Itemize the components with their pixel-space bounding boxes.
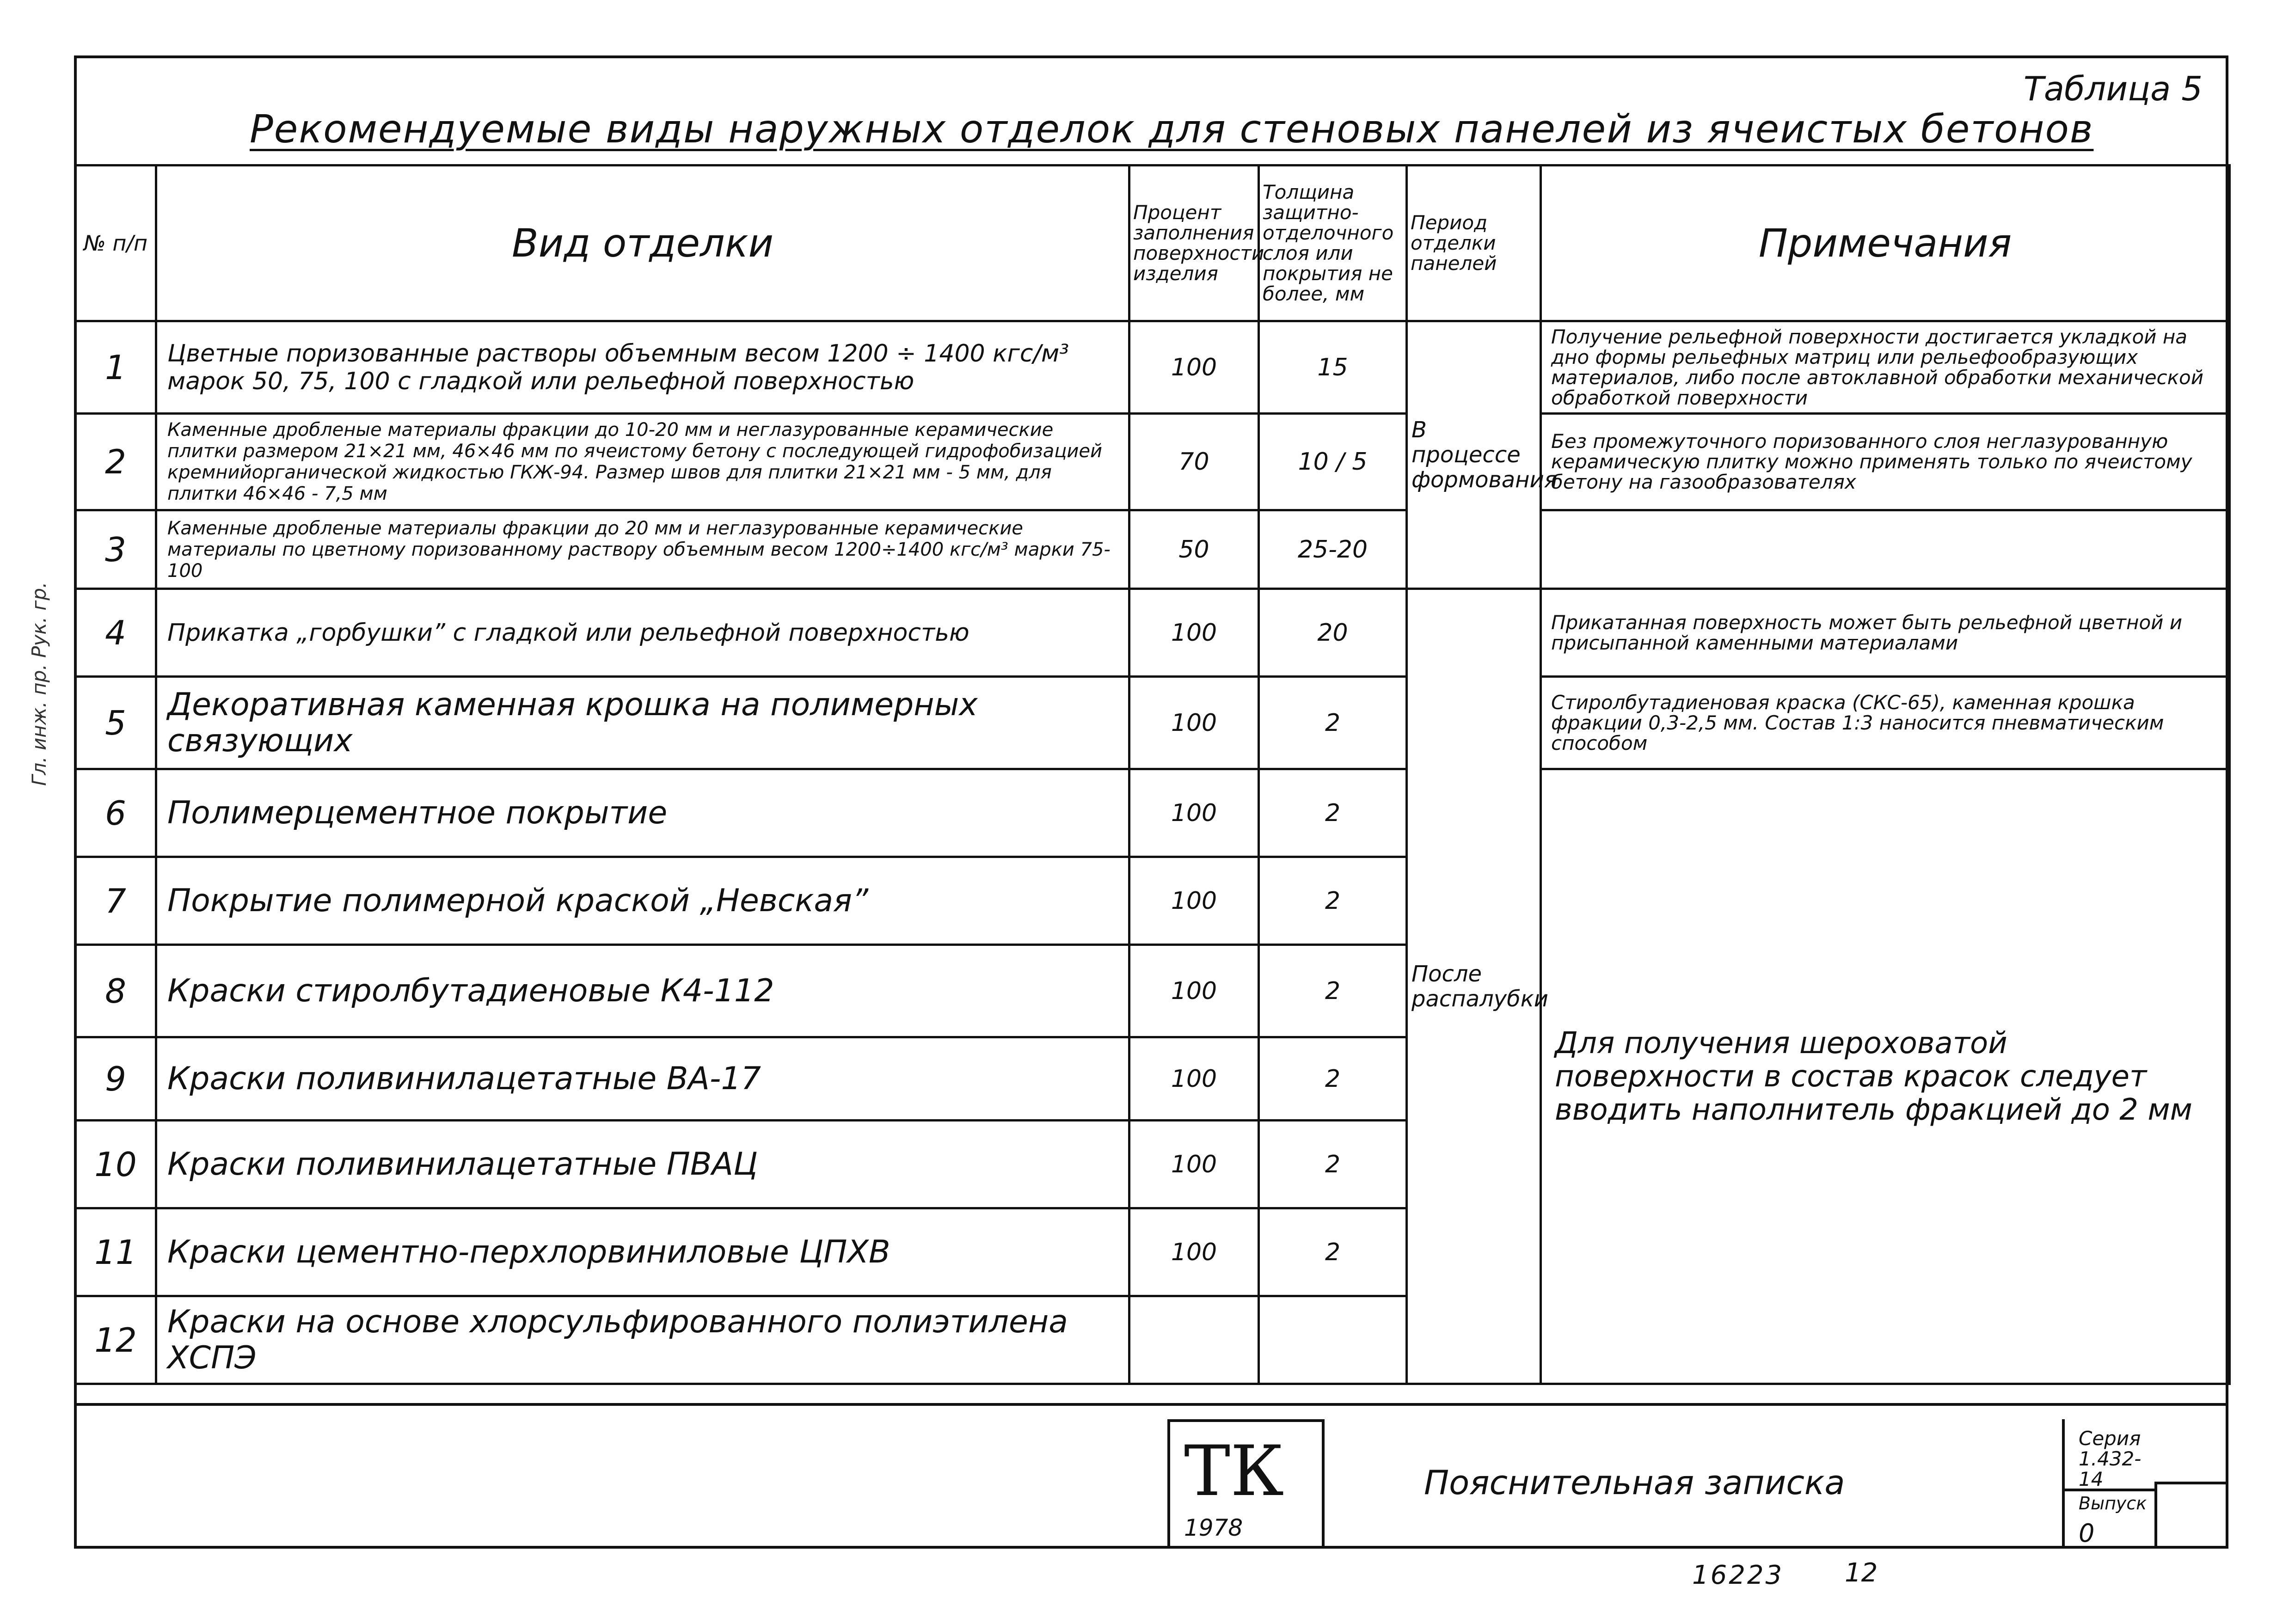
series-label-text: Серия [2079,1427,2141,1450]
page-title: Рекомендуемые виды наружных отделок для стеновых панелей из ячеистых бетонов [250,106,2094,152]
note-cell: Получение рельефной поверхности достигается укладкой на дно формы рельефных матриц или рельефообразующих материалов, либо после автоклавной обработки механической обработкой поверхности [1541,321,2230,414]
header-percent: Процент заполнения поверхности изделия [1129,165,1259,321]
row-desc: Краски стиролбутадиеновые К4-112 [156,945,1129,1037]
series-label [2079,1428,2154,1489]
row-percent: 100 [1129,1121,1259,1208]
table-row [75,769,2230,857]
row-percent: 100 [1129,945,1259,1037]
table-row [75,589,2230,677]
period-cell-b: После распалубки [1407,589,1541,1384]
row-desc: Краски цементно-перхлорвиниловые ЦПХВ [156,1208,1129,1296]
issue-value: 0 [2079,1519,2095,1548]
row-percent: 100 [1129,857,1259,945]
row-num: 8 [75,945,156,1037]
row-desc: Краски на основе хлорсульфированного полиэтилена ХСПЭ [156,1296,1129,1384]
table-row [75,321,2230,414]
row-thickness: 2 [1259,769,1407,857]
header-type: Вид отделки [156,165,1129,321]
org-code: ТК [1184,1431,1284,1512]
finishes-table [74,164,2231,1385]
page-box [2154,1482,2228,1549]
row-thickness: 2 [1259,677,1407,769]
title-block [74,1403,2228,1549]
row-thickness [1259,1296,1407,1384]
note-cell [1541,510,2230,589]
side-signature-strip: Гл. инж. пр. Рук. гр. [28,582,50,786]
header-num: № п/п [75,165,156,321]
row-num: 4 [75,589,156,677]
row-percent: 100 [1129,321,1259,414]
note-cell: Без промежуточного поризованного слоя неглазурованную керамическую плитку можно применять только по ячеистому бетону на газообразователях [1541,414,2230,510]
row-thickness: 10 / 5 [1259,414,1407,510]
table-header-row [75,165,2230,321]
note-cell [1541,769,2230,1384]
row-thickness: 25-20 [1259,510,1407,589]
row-thickness: 2 [1259,857,1407,945]
row-num: 7 [75,857,156,945]
series-box [2062,1419,2154,1549]
period-cell-a: В процессе формования [1407,321,1541,589]
row-thickness: 2 [1259,945,1407,1037]
table-row [75,510,2230,589]
row-num: 2 [75,414,156,510]
series-value: 1.432-14 [2079,1447,2142,1490]
row-percent: 100 [1129,589,1259,677]
table-label: Таблица 5 [2023,69,2203,108]
row-desc: Каменные дробленые материалы фракции до 20 мм и неглазурованные керамические материалы по цветному поризованному раствору объемным весом 1200÷1400 кгс/м³ марки 75-100 [156,510,1129,589]
note-text: Для получения шероховатой поверхности в состав красок следует вводить наполнитель фракцией до 2 мм [1555,1026,2192,1127]
header-period: Период отделки панелей [1407,165,1541,321]
row-num: 10 [75,1121,156,1208]
row-desc: Покрытие полимерной краской „Невская” [156,857,1129,945]
row-num: 11 [75,1208,156,1296]
divider [2065,1489,2157,1491]
row-num: 3 [75,510,156,589]
row-desc: Каменные дробленые материалы фракции до 10-20 мм и неглазурованные керамические плитки размером 21×21 мм, 46×46 мм по ячеистому бетону с последующей гидрофобизацией кремнийорганической жидкостью ГКЖ-94. Размер швов для плитки 21×21 мм - 5 мм, для плитки 46×46 - 7,5 мм [156,414,1129,510]
stamp-year: 1978 [1184,1514,1243,1541]
row-percent: 70 [1129,414,1259,510]
doc-number: 16223 [1692,1560,1784,1590]
row-thickness: 15 [1259,321,1407,414]
row-percent: 100 [1129,1208,1259,1296]
page-number: 12 [1845,1558,1878,1588]
row-percent: 100 [1129,769,1259,857]
row-desc: Полимерцементное покрытие [156,769,1129,857]
row-percent: 100 [1129,1037,1259,1121]
stamp-title: Пояснительная записка [1424,1463,1845,1502]
note-cell: Стиролбутадиеновая краска (СКС-65), каменная крошка фракции 0,3-2,5 мм. Состав 1:3 наносится пневматическим способом [1541,677,2230,769]
row-desc: Декоративная каменная крошка на полимерных связующих [156,677,1129,769]
org-stamp [1167,1419,1325,1549]
row-num: 12 [75,1296,156,1384]
row-desc: Прикатка „горбушки” с гладкой или рельефной поверхностью [156,589,1129,677]
table-row [75,414,2230,510]
row-percent: 50 [1129,510,1259,589]
row-desc: Цветные поризованные растворы объемным весом 1200 ÷ 1400 кгс/м³ марок 50, 75, 100 с гладкой или рельефной поверхностью [156,321,1129,414]
row-percent [1129,1296,1259,1384]
table-row [75,677,2230,769]
header-thickness: Толщина защитно-отделочного слоя или покрытия не более, мм [1259,165,1407,321]
issue-label: Выпуск [2079,1493,2147,1514]
row-desc: Краски поливинилацетатные ВА-17 [156,1037,1129,1121]
row-thickness: 2 [1259,1121,1407,1208]
row-num: 5 [75,677,156,769]
row-thickness: 2 [1259,1208,1407,1296]
row-percent: 100 [1129,677,1259,769]
row-desc: Краски поливинилацетатные ПВАЦ [156,1121,1129,1208]
row-thickness: 2 [1259,1037,1407,1121]
header-notes: Примечания [1541,165,2230,321]
row-num: 1 [75,321,156,414]
row-num: 9 [75,1037,156,1121]
row-thickness: 20 [1259,589,1407,677]
row-num: 6 [75,769,156,857]
note-cell: Прикатанная поверхность может быть рельефной цветной и присыпанной каменными материалами [1541,589,2230,677]
